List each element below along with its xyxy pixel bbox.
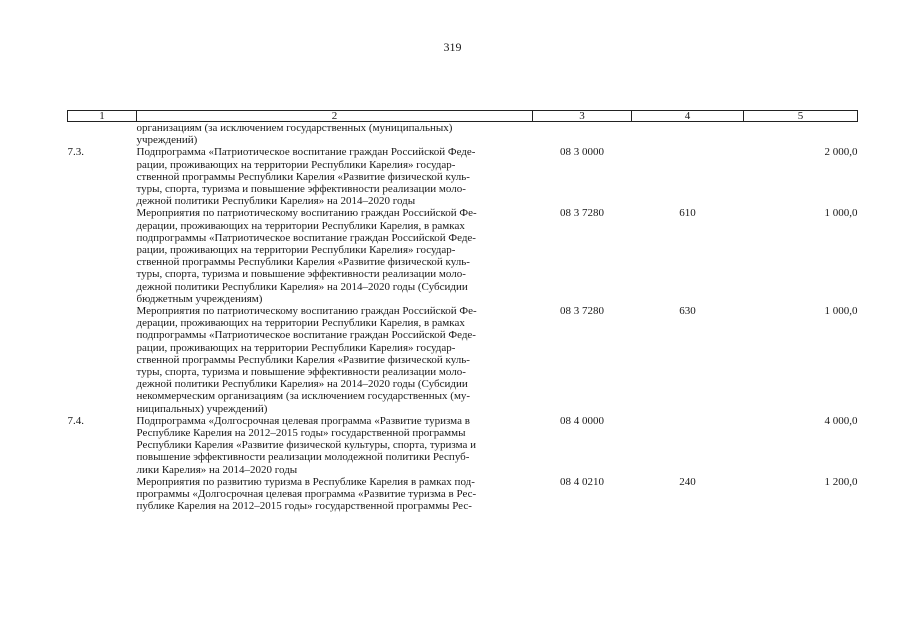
- row-amount: 2 000,0: [824, 146, 858, 159]
- description-line: туры, спорта, туризма и повышение эффективности реализации моло-: [136, 366, 466, 379]
- budget-table: [67, 110, 858, 513]
- row-description: [137, 305, 533, 415]
- description-line: лики Карелия» на 2014–2020 годы: [136, 463, 298, 476]
- row-description: [137, 207, 533, 305]
- header-col-5: 5: [744, 111, 858, 122]
- description-line: рации, проживающих на территории Республики Карелия» государ-: [136, 244, 456, 257]
- row-expense-type: 630: [679, 305, 696, 318]
- row-description: [137, 476, 533, 513]
- table-row: [68, 146, 858, 207]
- description-line: Мероприятия по патриотическому воспитанию граждан Российской Фе-: [136, 207, 477, 220]
- description-line: ственной программы Республики Карелия «Развитие физической куль-: [136, 256, 470, 269]
- description-line: некоммерческим организациям (за исключением государственных (му-: [136, 390, 471, 403]
- row-number: [68, 305, 137, 415]
- row-description: [137, 146, 533, 207]
- row-expense-type: [632, 415, 744, 476]
- description-line: дежной политики Республики Карелия» на 2014–2020 годы (Субсидии: [136, 378, 468, 391]
- row-code: 08 3 0000: [560, 146, 604, 159]
- description-line: Подпрограмма «Патриотическое воспитание граждан Российской Феде-: [136, 146, 476, 159]
- description-line: учреждений): [136, 134, 198, 147]
- row-expense-type: 240: [679, 475, 696, 488]
- description-line: дежной политики Республики Карелия» на 2014–2020 годы: [136, 195, 416, 208]
- description-line: Республики Карелия «Развитие физической культуры, спорта, туризма и: [136, 439, 477, 452]
- page-number: 319: [443, 40, 462, 54]
- header-col-2: 2: [137, 111, 533, 122]
- description-line: туры, спорта, туризма и повышение эффективности реализации моло-: [136, 183, 466, 196]
- row-number: 7.4.: [67, 414, 84, 427]
- row-amount: 1 200,0: [824, 475, 858, 488]
- row-number: [68, 207, 137, 305]
- description-line: ниципальных) учреждений): [136, 402, 268, 415]
- row-number: [68, 476, 137, 513]
- description-line: подпрограммы «Патриотическое воспитание граждан Российской Феде-: [136, 329, 476, 342]
- row-code: 08 3 7280: [560, 207, 604, 220]
- table-row: [68, 305, 858, 415]
- description-line: Мероприятия по развитию туризма в Республике Карелия в рамках под-: [136, 475, 475, 488]
- description-line: туры, спорта, туризма и повышение эффективности реализации моло-: [136, 268, 466, 281]
- description-line: Подпрограмма «Долгосрочная целевая программа «Развитие туризма в: [136, 414, 470, 427]
- row-expense-type: [632, 146, 744, 207]
- table-row: [68, 207, 858, 305]
- description-line: рации, проживающих на территории Республики Карелия» государ-: [136, 158, 456, 171]
- row-expense-type: 610: [679, 207, 696, 220]
- header-col-1: 1: [68, 111, 137, 122]
- row-amount: 4 000,0: [824, 414, 858, 427]
- description-line: ственной программы Республики Карелия «Развитие физической куль-: [136, 170, 470, 183]
- row-number: 7.3.: [67, 146, 84, 159]
- header-col-3: 3: [533, 111, 632, 122]
- table-row: [68, 476, 858, 513]
- description-line: повышение эффективности реализации молодежной политики Респуб-: [136, 451, 470, 464]
- row-code: [533, 122, 632, 147]
- description-line: дерации, проживающих на территории Республики Карелия, в рамках: [136, 219, 465, 232]
- description-line: публике Карелия на 2012–2015 годы» государственной программы Рес-: [136, 500, 472, 513]
- row-description: [137, 122, 533, 147]
- table-body: [68, 122, 858, 513]
- row-description: [137, 415, 533, 476]
- description-line: рации, проживающих на территории Республики Карелия» государ-: [136, 341, 456, 354]
- row-code: 08 3 7280: [560, 305, 604, 318]
- description-line: подпрограммы «Патриотическое воспитание граждан Российской Феде-: [136, 231, 476, 244]
- description-line: дерации, проживающих на территории Республики Карелия, в рамках: [136, 317, 465, 330]
- row-amount: 1 000,0: [824, 305, 858, 318]
- description-line: бюджетным учреждениям): [136, 292, 263, 305]
- row-number: [68, 122, 137, 147]
- row-code: 08 4 0000: [560, 414, 604, 427]
- description-line: организациям (за исключением государственных (муниципальных): [136, 122, 453, 134]
- description-line: ственной программы Республики Карелия «Развитие физической куль-: [136, 353, 470, 366]
- row-code: 08 4 0210: [560, 475, 604, 488]
- row-expense-type: [632, 122, 744, 147]
- description-line: Мероприятия по патриотическому воспитанию граждан Российской Фе-: [136, 305, 477, 318]
- description-line: дежной политики Республики Карелия» на 2014–2020 годы (Субсидии: [136, 280, 468, 293]
- row-amount: 1 000,0: [824, 207, 858, 220]
- table-row: [68, 415, 858, 476]
- description-line: программы «Долгосрочная целевая программа «Развитие туризма в Рес-: [136, 488, 477, 501]
- header-col-4: 4: [632, 111, 744, 122]
- description-line: Республике Карелия на 2012–2015 годы» государственной программы: [136, 427, 466, 440]
- row-amount: [744, 122, 858, 147]
- table-header-row: [68, 111, 858, 122]
- table-row: [68, 122, 858, 147]
